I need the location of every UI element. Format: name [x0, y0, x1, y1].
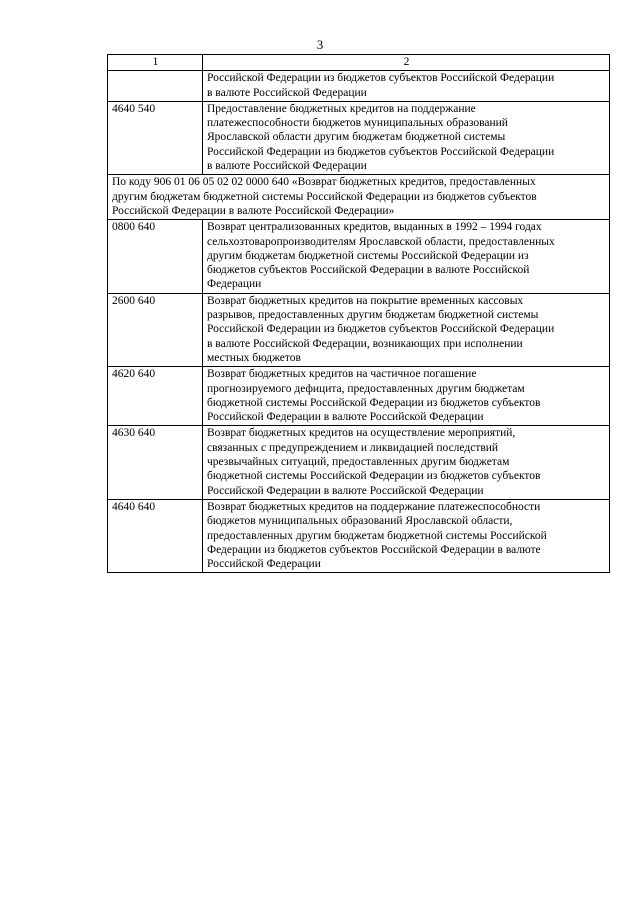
description-line: бюджетной системы Российской Федерации из бюджетов субъектов [207, 470, 541, 483]
description-line: в валюте Российской Федерации [207, 86, 367, 99]
code-cell: 4630 640 [108, 426, 203, 499]
code-cell: 4640 540 [108, 101, 203, 174]
budget-codes-table [107, 54, 610, 573]
description-line: По коду 906 01 06 05 02 02 0000 640 «Возврат бюджетных кредитов, предоставленных [112, 176, 536, 189]
page-number: 3 [316, 37, 324, 52]
description-line: Российской Федерации в валюте Российской Федерации» [112, 204, 395, 217]
section-heading-cell [108, 175, 610, 220]
description-line: Российской Федерации в валюте Российской Федерации [207, 411, 484, 424]
description-line: Российской Федерации из бюджетов субъектов Российской Федерации [207, 72, 555, 85]
description-line: Возврат бюджетных кредитов на частичное погашение [207, 368, 477, 381]
code-cell [108, 71, 203, 102]
table-row [108, 293, 610, 366]
table-header-row [108, 55, 610, 71]
description-line: Федерации [207, 278, 262, 291]
table-row [108, 220, 610, 293]
description-line: Возврат централизованных кредитов, выданных в 1992 – 1994 годах [207, 221, 542, 234]
description-cell [203, 499, 610, 572]
description-line: предоставленных другим бюджетам бюджетной системы Российской [207, 529, 547, 542]
code-cell: 0800 640 [108, 220, 203, 293]
description-line: Возврат бюджетных кредитов на поддержание платежеспособности [207, 500, 541, 513]
code-cell: 4640 640 [108, 499, 203, 572]
description-line: Предоставление бюджетных кредитов на поддержание [207, 102, 476, 115]
description-cell [203, 101, 610, 174]
column-header-1: 1 [108, 55, 203, 71]
description-line: платежеспособности бюджетов муниципальных образований [207, 117, 508, 130]
table-row [108, 426, 610, 499]
description-line: другим бюджетам бюджетной системы Российской Федерации из бюджетов субъектов [112, 190, 537, 203]
description-cell [203, 367, 610, 426]
description-line: Возврат бюджетных кредитов на осуществление мероприятий, [207, 427, 516, 440]
description-line: Российской Федерации [207, 558, 321, 571]
description-line: прогнозируемого дефицита, предоставленных другим бюджетам [207, 382, 525, 395]
table-row [108, 367, 610, 426]
description-line: бюджетов муниципальных образований Ярославской области, [207, 515, 513, 528]
description-cell [203, 293, 610, 366]
description-line: разрывов, предоставленных другим бюджетам бюджетной системы [207, 309, 539, 322]
description-line: Российской Федерации в валюте Российской Федерации [207, 484, 484, 497]
code-cell: 4620 640 [108, 367, 203, 426]
description-cell [203, 71, 610, 102]
description-line: в валюте Российской Федерации [207, 160, 367, 173]
table-row [108, 101, 610, 174]
description-line: местных бюджетов [207, 351, 301, 364]
description-line: связанных с предупреждением и ликвидацией последствий [207, 441, 499, 454]
description-line: бюджетов субъектов Российской Федерации в валюте Российской [207, 264, 530, 277]
description-cell [203, 426, 610, 499]
description-line: Федерации из бюджетов субъектов Российской Федерации в валюте [207, 543, 541, 556]
description-line: сельхозтоваропроизводителям Ярославской области, предоставленных [207, 235, 555, 248]
description-line: бюджетной системы Российской Федерации из бюджетов субъектов [207, 396, 541, 409]
section-heading-row [108, 175, 610, 220]
table-row [108, 71, 610, 102]
column-header-2: 2 [203, 55, 610, 71]
description-cell [203, 220, 610, 293]
code-cell: 2600 640 [108, 293, 203, 366]
description-line: Российской Федерации из бюджетов субъектов Российской Федерации [207, 323, 555, 336]
description-line: чрезвычайных ситуаций, предоставленных другим бюджетам [207, 456, 510, 469]
table-row [108, 499, 610, 572]
description-line: в валюте Российской Федерации, возникающих при исполнении [207, 337, 523, 350]
description-line: Российской Федерации из бюджетов субъектов Российской Федерации [207, 145, 555, 158]
description-line: Возврат бюджетных кредитов на покрытие временных кассовых [207, 294, 524, 307]
description-line: другим бюджетам бюджетной системы Российской Федерации из [207, 249, 529, 262]
description-line: Ярославской области другим бюджетам бюджетной системы [207, 131, 506, 144]
